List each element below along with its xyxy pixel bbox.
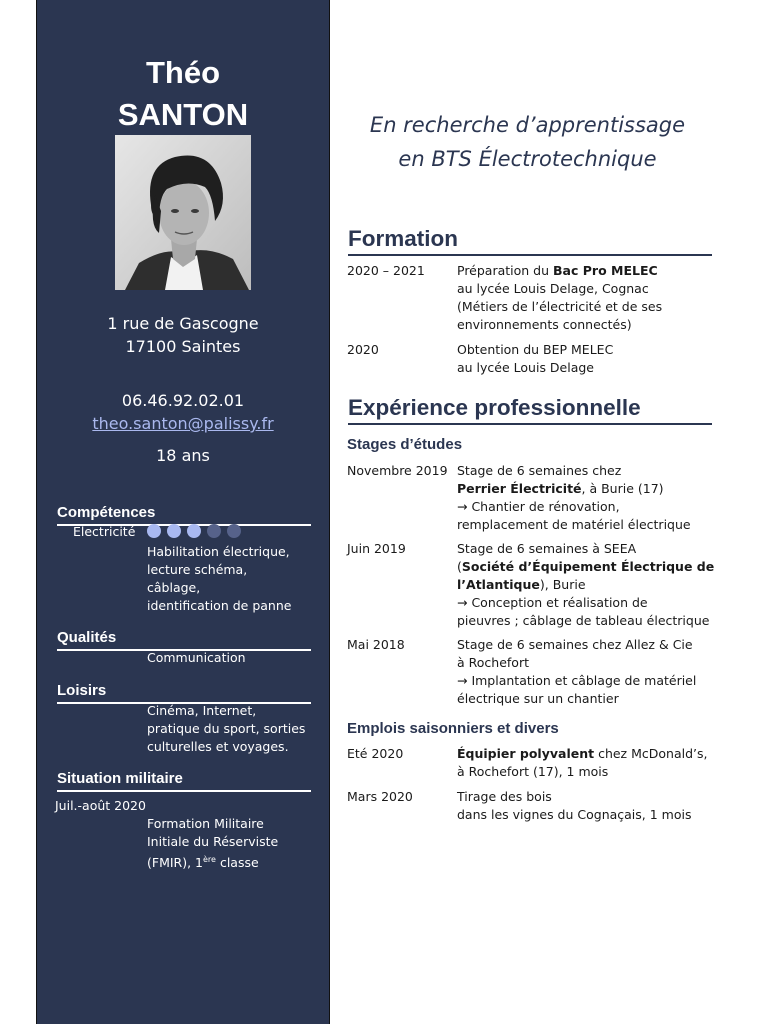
skill-detail: lecture schéma,	[147, 562, 248, 577]
sidebar	[36, 0, 330, 1024]
formation-prefix: Préparation du	[457, 263, 554, 278]
skill-dot-filled	[187, 524, 201, 538]
internship-line: Stage de 6 semaines chez Allez & Cie	[457, 637, 693, 652]
internship-date: Novembre 2019	[347, 463, 448, 478]
skill-dot-empty	[207, 524, 221, 538]
jobs-heading: Emplois saisonniers et divers	[347, 720, 559, 737]
military-line	[147, 851, 315, 872]
military-suffix: classe	[215, 855, 259, 871]
quality-item: Communication	[147, 650, 246, 665]
age: 18 ans	[156, 446, 210, 465]
internships-heading: Stages d’études	[347, 436, 463, 453]
skills-heading: Compétences	[57, 503, 311, 526]
last-name: SANTON	[117, 97, 249, 132]
internship-entry	[457, 636, 719, 708]
job-entry	[457, 745, 719, 781]
formation-line: (Métiers de l’électricité et de ses	[457, 299, 663, 314]
military-heading: Situation militaire	[57, 769, 311, 792]
internship-line: Stage de 6 semaines à SEEA	[457, 541, 637, 556]
job-date: Mars 2020	[347, 789, 413, 804]
portrait-image	[115, 135, 251, 290]
formation-date: 2020	[347, 342, 379, 357]
skill-detail: câblage,	[147, 580, 201, 595]
internship-company-line	[457, 480, 719, 498]
skill-dot-empty	[227, 524, 241, 538]
internship-company: Société d’Équipement Électrique de	[461, 559, 715, 574]
skill-label: Électricité	[73, 524, 136, 539]
experience-heading: Expérience professionnelle	[348, 394, 712, 425]
internship-entry	[457, 540, 719, 630]
skill-detail: identification de panne	[147, 598, 292, 613]
military-text	[147, 815, 315, 872]
hobby-line: Cinéma, Internet,	[147, 703, 257, 718]
internship-date: Juin 2019	[347, 541, 406, 556]
military-line-text: (FMIR), 1	[147, 855, 203, 871]
formation-heading: Formation	[348, 225, 712, 256]
tagline-line-1: En recherche d’apprentissage	[369, 113, 686, 137]
job-entry	[457, 788, 719, 824]
skill-details	[147, 543, 315, 615]
address-line-2: 17100 Saintes	[125, 337, 241, 356]
address-line-1: 1 rue de Gascogne	[107, 314, 259, 333]
job-line: Tirage des bois	[457, 789, 552, 804]
internship-location: ), Burie	[539, 577, 586, 592]
formation-date: 2020 – 2021	[347, 263, 425, 278]
job-title-line	[457, 745, 719, 763]
hobby-line: culturelles et voyages.	[147, 739, 289, 754]
internship-date: Mai 2018	[347, 637, 405, 652]
formation-line: environnements connectés)	[457, 317, 632, 332]
qualities-heading: Qualités	[57, 628, 311, 651]
formation-line: Obtention du BEP MELEC	[457, 342, 614, 357]
formation-entry	[457, 262, 719, 334]
profile-photo	[115, 135, 251, 290]
job-line: à Rochefort (17), 1 mois	[457, 764, 609, 779]
job-date: Eté 2020	[347, 746, 404, 761]
internship-line: Stage de 6 semaines chez	[457, 463, 622, 478]
hobbies-text	[147, 702, 315, 756]
tagline-line-2: en BTS Électrotechnique	[398, 147, 657, 171]
internship-entry	[457, 462, 719, 534]
skill-dot-filled	[147, 524, 161, 538]
hobby-line: pratique du sport, sorties	[147, 721, 306, 736]
formation-entry	[457, 341, 719, 377]
formation-line: au lycée Louis Delage	[457, 360, 594, 375]
internship-line: remplacement de matériel électrique	[457, 517, 691, 532]
job-line: dans les vignes du Cognaçais, 1 mois	[457, 807, 692, 822]
skill-detail: Habilitation électrique,	[147, 544, 290, 559]
internship-line: → Chantier de rénovation,	[457, 499, 620, 514]
job-employer: chez McDonald’s,	[594, 746, 708, 761]
internship-company-line: (Société d’Équipement Électrique de	[457, 559, 715, 574]
formation-diploma: Bac Pro MELEC	[553, 263, 658, 278]
military-line: Initiale du Réserviste	[147, 834, 279, 849]
internship-line: électrique sur un chantier	[457, 691, 619, 706]
formation-line: au lycée Louis Delage, Cognac	[457, 281, 649, 296]
internship-company-line	[457, 576, 719, 594]
internship-line: → Implantation et câblage de matériel	[457, 673, 697, 688]
skill-level-rating	[147, 524, 241, 538]
formation-title	[457, 262, 719, 280]
skill-dot-filled	[167, 524, 181, 538]
ordinal-suffix: ère	[203, 855, 216, 864]
internship-company: l’Atlantique	[457, 577, 540, 592]
military-line: Formation Militaire	[147, 816, 264, 831]
hobbies-heading: Loisirs	[57, 681, 311, 704]
tagline	[345, 108, 710, 176]
military-date: Juil.-août 2020	[55, 798, 146, 813]
internship-location: , à Burie (17)	[581, 481, 664, 496]
email-link[interactable]: theo.santon@palissy.fr	[92, 414, 274, 433]
job-title: Équipier polyvalent	[457, 746, 595, 761]
phone-number: 06.46.92.02.01	[121, 391, 245, 410]
first-name: Théo	[145, 55, 221, 90]
internship-company: Perrier Électricité	[457, 481, 582, 496]
internship-line: → Conception et réalisation de	[457, 595, 648, 610]
internship-line: pieuvres ; câblage de tableau électrique	[457, 613, 710, 628]
internship-line: à Rochefort	[457, 655, 529, 670]
